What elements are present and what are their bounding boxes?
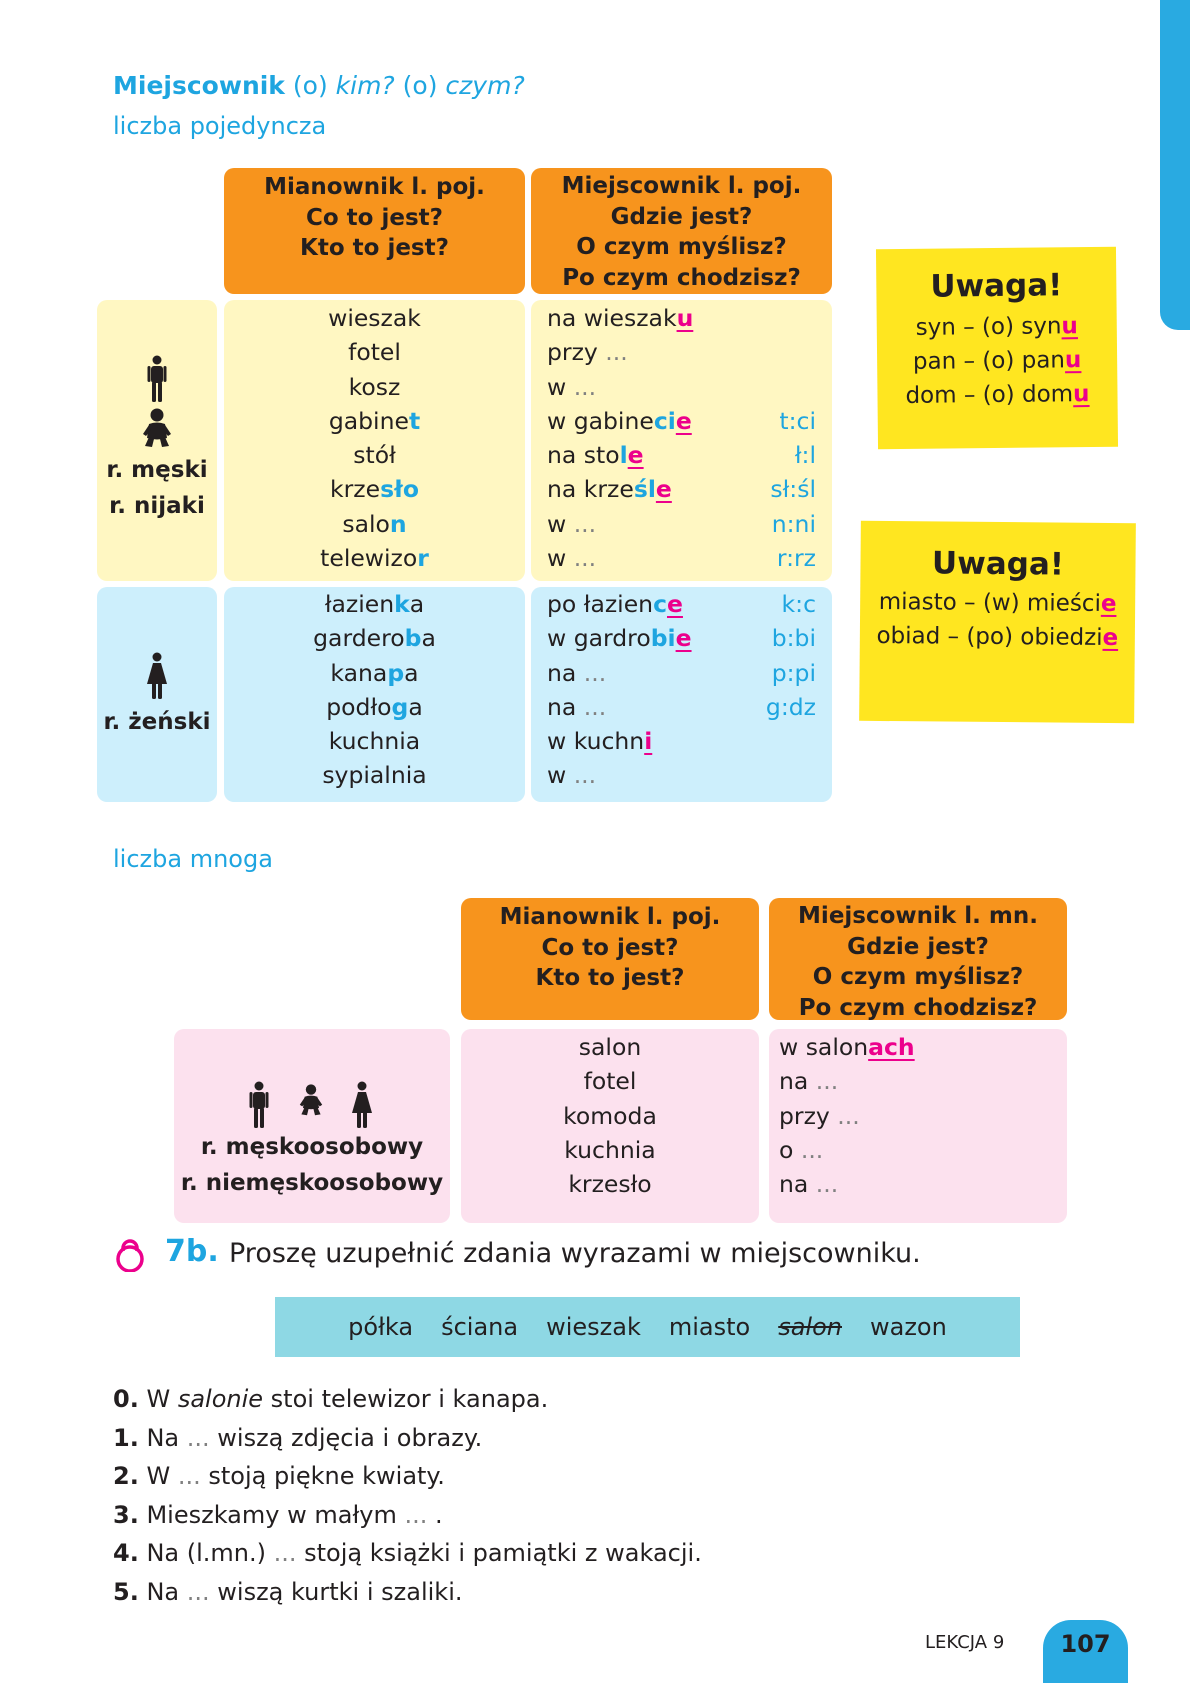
word-bank-word: salon xyxy=(778,1313,842,1341)
note-line: dom – (o) domu xyxy=(905,381,1090,409)
nominative-word: podłoga xyxy=(326,692,423,721)
header-line: Gdzie jest? xyxy=(847,933,989,960)
consonant-alternation: b:bi xyxy=(771,624,816,653)
locative-form: przy ... xyxy=(547,338,628,367)
header-line: Gdzie jest? xyxy=(610,203,753,230)
gender-label: r. żeński xyxy=(103,709,211,735)
word-bank-word: wazon xyxy=(870,1313,947,1341)
header-line: Miejscownik l. poj. xyxy=(561,173,802,199)
nominative-cell-feminine xyxy=(224,587,525,802)
baby-icon xyxy=(299,1083,323,1117)
word-bank-word: miasto xyxy=(668,1313,751,1341)
consonant-alternation: r:rz xyxy=(776,544,816,573)
locative-form: na stole xyxy=(547,441,644,470)
nominative-word: kuchnia xyxy=(328,727,421,756)
woman-icon xyxy=(145,652,169,700)
plural-label: liczba mnoga xyxy=(113,845,273,873)
exercise-number: 7b. xyxy=(165,1234,219,1269)
word-bank-word: wieszak xyxy=(546,1313,641,1341)
nominative-word: sypialnia xyxy=(322,761,427,790)
consonant-alternation: ł:l xyxy=(794,441,816,470)
note-line: pan – (o) panu xyxy=(912,347,1082,375)
word-bank xyxy=(275,1297,1020,1357)
man-icon xyxy=(248,1081,270,1129)
header-nominative-singular xyxy=(224,168,525,294)
gender-label: r. niemęskoosobowy xyxy=(180,1170,444,1196)
note-line: obiad – (po) obiedzie xyxy=(876,622,1119,652)
man-icon xyxy=(146,355,168,403)
gender-label: r. męski xyxy=(106,457,208,483)
nominative-word: kosz xyxy=(348,372,401,401)
nominative-word: stół xyxy=(353,441,396,470)
exercise-sentence: 4. Na (l.mn.) ... stoją książki i pamiątki z wakacji. xyxy=(113,1539,702,1567)
locative-form: w gabinecie xyxy=(547,406,692,435)
header-line: Co to jest? xyxy=(541,934,679,961)
note-card xyxy=(859,521,1136,723)
header-line: Mianownik l. poj. xyxy=(264,174,485,200)
exercise-sentence: 3. Mieszkamy w małym ... . xyxy=(113,1500,443,1529)
exercise-instruction: Proszę uzupełnić zdania wyrazami w miejscowniku. xyxy=(229,1238,921,1269)
consonant-alternation: p:pi xyxy=(771,658,816,687)
nominative-word: salon xyxy=(342,509,407,538)
page-number: 107 xyxy=(1043,1620,1128,1683)
header-line: Co to jest? xyxy=(305,204,443,231)
header-line: O czym myślisz? xyxy=(576,234,787,260)
nominative-word: komoda xyxy=(563,1101,657,1130)
section-title: Miejscownik (o) kim? (o) czym? xyxy=(113,71,525,100)
consonant-alternation: sł:śl xyxy=(770,475,816,504)
nominative-word: krzesło xyxy=(330,475,419,504)
locative-form: w ... xyxy=(547,544,597,573)
locative-form: w salonach xyxy=(779,1033,915,1061)
gender-label: r. nijaki xyxy=(109,493,205,519)
nominative-word: łazienka xyxy=(324,590,425,618)
note-title: Uwaga! xyxy=(931,545,1065,583)
note-title: Uwaga! xyxy=(930,267,1063,305)
locative-form: o ... xyxy=(779,1135,824,1164)
locative-cell-feminine xyxy=(531,587,832,802)
note-line: syn – (o) synu xyxy=(915,313,1078,341)
header-line: Miejscownik l. mn. xyxy=(798,903,1038,929)
nominative-word: kuchnia xyxy=(564,1135,656,1164)
nominative-word: garderoba xyxy=(313,624,436,653)
nominative-word: gabinet xyxy=(328,406,421,435)
locative-form: w kuchni xyxy=(547,727,653,756)
nominative-word: kanapa xyxy=(330,658,419,687)
consonant-alternation xyxy=(766,758,816,792)
lesson-label: LEKCJA 9 xyxy=(925,1632,1005,1653)
nominative-cell-plural xyxy=(461,1029,759,1223)
locative-form: w ... xyxy=(547,761,597,790)
nominative-cell-masculine-neuter xyxy=(224,300,525,581)
woman-icon xyxy=(350,1081,374,1129)
consonant-alternation xyxy=(770,335,816,369)
header-line: Kto to jest? xyxy=(300,235,449,261)
locative-form: po łazience xyxy=(547,590,683,618)
page-edge-tab xyxy=(1160,0,1190,330)
consonant-alternation xyxy=(770,301,816,335)
consonant-alternation: k:c xyxy=(781,590,816,618)
consonant-alternation xyxy=(770,370,816,404)
locative-form: w gardrobie xyxy=(547,624,692,653)
padlock-icon xyxy=(113,1238,147,1272)
locative-cell-masculine-neuter xyxy=(531,300,832,581)
note-line: miasto – (w) mieście xyxy=(878,588,1117,618)
locative-form: na ... xyxy=(547,692,607,721)
header-line: Mianownik l. poj. xyxy=(499,904,721,930)
gender-cell-masculine-neuter xyxy=(97,300,217,581)
locative-form: na krześle xyxy=(547,475,672,504)
locative-form: w ... xyxy=(547,509,597,538)
consonant-alternation: g:dz xyxy=(765,692,816,721)
word-bank-word: ściana xyxy=(441,1313,519,1341)
nominative-word: wieszak xyxy=(328,304,421,332)
nominative-word: fotel xyxy=(348,338,401,367)
header-line: Kto to jest? xyxy=(535,965,685,991)
header-locative-plural xyxy=(769,898,1067,1020)
exercise-sentence: 0. W salonie stoi telewizor i kanapa. xyxy=(113,1385,549,1413)
locative-form: na ... xyxy=(779,1067,839,1096)
exercise-sentence: 1. Na ... wiszą zdjęcia i obrazy. xyxy=(113,1423,483,1452)
gender-label: r. męskoosobowy xyxy=(200,1134,424,1160)
consonant-alternation xyxy=(766,724,816,758)
baby-icon xyxy=(142,408,172,448)
word-bank-word: półka xyxy=(348,1313,414,1341)
header-line: Po czym chodzisz? xyxy=(798,994,1038,1021)
header-nominative-plural xyxy=(461,898,759,1020)
locative-form: przy ... xyxy=(779,1101,860,1130)
nominative-word: telewizor xyxy=(320,544,429,573)
consonant-alternation: n:ni xyxy=(771,509,816,538)
singular-label: liczba pojedyncza xyxy=(113,112,327,140)
header-line: Po czym chodzisz? xyxy=(562,264,801,291)
nominative-word: fotel xyxy=(583,1067,637,1096)
gender-cell-plural xyxy=(174,1029,450,1223)
gender-cell-feminine xyxy=(97,587,217,802)
header-line: O czym myślisz? xyxy=(812,964,1024,990)
exercise-sentence: 2. W ... stoją piękne kwiaty. xyxy=(113,1462,445,1490)
locative-cell-plural xyxy=(769,1029,1067,1223)
locative-form: na wieszaku xyxy=(547,304,694,332)
locative-form: na ... xyxy=(547,658,607,687)
exercise-sentences xyxy=(113,1380,702,1611)
note-card xyxy=(876,247,1118,450)
locative-form: w ... xyxy=(547,372,597,401)
header-locative-singular xyxy=(531,168,832,294)
nominative-word: salon xyxy=(578,1033,642,1061)
consonant-alternation: t:ci xyxy=(779,406,816,435)
exercise-sentence: 5. Na ... wiszą kurtki i szaliki. xyxy=(113,1577,463,1606)
nominative-word: krzesło xyxy=(568,1170,652,1199)
locative-form: na ... xyxy=(779,1170,839,1199)
